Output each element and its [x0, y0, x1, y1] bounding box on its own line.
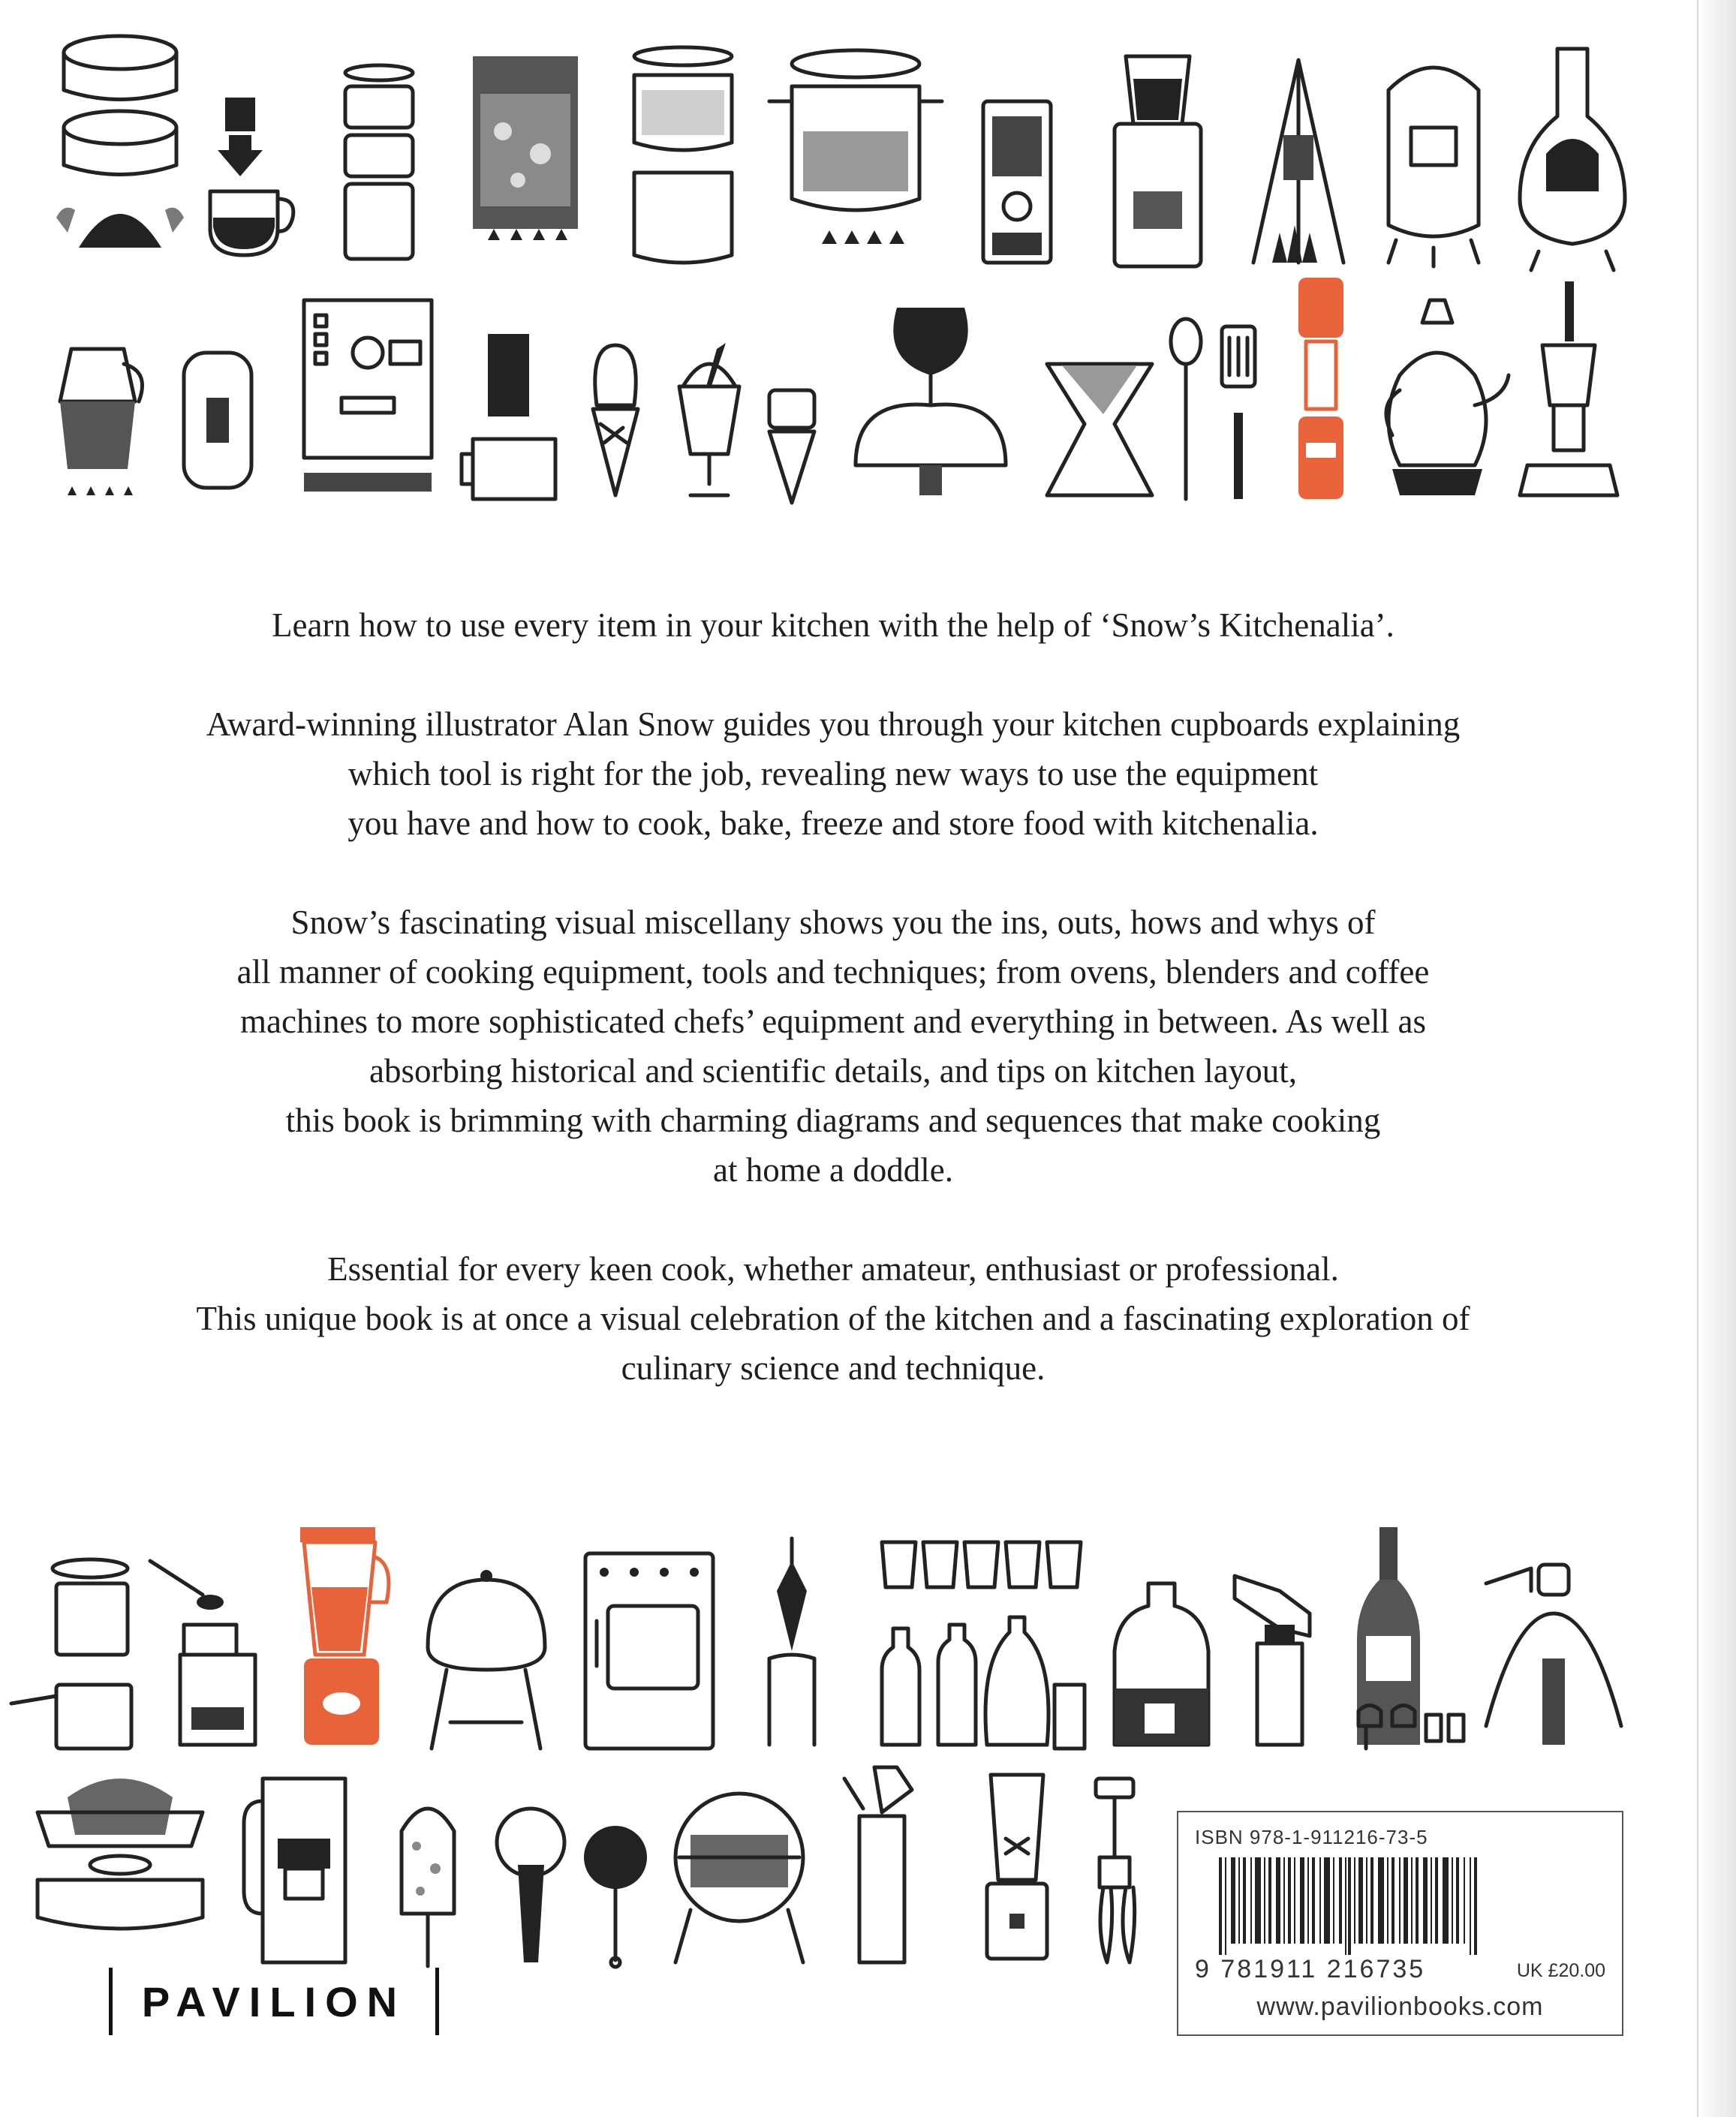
publisher-url: www.pavilionbooks.com [1256, 1992, 1544, 2021]
smoker-icon [1373, 45, 1494, 270]
kettle-grinder-icon [173, 345, 263, 495]
stacked-pots-icon [623, 45, 743, 270]
lever-espresso-icon [1512, 278, 1625, 503]
siphon-coffee-icon [841, 300, 1021, 503]
roasting-tray-icon [23, 1767, 218, 1940]
bundt-tin-icon [53, 30, 188, 263]
waiters-corkscrew-icon [747, 1531, 837, 1752]
blurb-paragraph-3 [98, 898, 1569, 1195]
blurb-line: Learn how to use every item in your kitchen with the help of ‘Snow’s Kitchenalia’. [272, 606, 1395, 644]
cork-stoppers-icon [1351, 1696, 1471, 1752]
hand-mixer-icon [1081, 1771, 1148, 1970]
blurb-line: which tool is right for the job, revealing new ways to use the equipment [348, 755, 1319, 792]
ice-cream-cone-icon [582, 338, 649, 503]
top-illustrations-row-2 [0, 270, 1736, 510]
blurb-paragraph-1 [98, 600, 1569, 650]
blurb-line: Snow’s fascinating visual miscellany shows you the ins, outs, hows and whys of [290, 904, 1376, 941]
blurb-line: culinary science and technique. [621, 1349, 1046, 1387]
ice-lolly-icon [394, 1801, 462, 1970]
instant-coffee-icon [203, 94, 300, 259]
food-processor-icon [976, 1767, 1058, 1966]
steam-oven-icon [458, 49, 593, 266]
water-jug-icon [1107, 1576, 1216, 1752]
blurb-line: this book is brimming with charming diagrams and sequences that make cooking [285, 1102, 1381, 1139]
oven-range-icon [578, 1546, 721, 1752]
cocktail-strainer-icon [488, 1805, 574, 1970]
blurb-paragraph-4 [98, 1244, 1569, 1393]
ornate-teapot-icon [1370, 293, 1512, 503]
stockpot-on-hob-icon [762, 41, 949, 266]
bottom-illustrations-row-1 [0, 1516, 1736, 1756]
isbn-label: ISBN 978-1-911216-73-5 [1195, 1826, 1428, 1848]
corkscrew-icon [1479, 1561, 1629, 1752]
blurb-line: all manner of cooking equipment, tools and techniques; from ovens, blenders and coffee [236, 953, 1430, 991]
blowtorch-icon [1227, 1561, 1325, 1752]
water-filter-jug-icon [240, 1771, 360, 1970]
weighing-scale-icon [146, 1557, 270, 1752]
cold-brew-tower-icon [1291, 274, 1351, 507]
tiered-steamer-icon [334, 64, 424, 266]
blurb-line: you have and how to cook, bake, freeze and store food with kitchenalia. [348, 804, 1319, 842]
blurb-line: Award-winning illustrator Alan Snow guides you through your kitchen cupboards explaining [206, 705, 1461, 743]
chemex-icon [1039, 356, 1160, 503]
coffee-grinder-icon [1107, 49, 1208, 274]
spoon-icon [1167, 315, 1205, 503]
publisher-logo: PAVILION [109, 1968, 439, 2035]
sieve-icon [578, 1820, 653, 1970]
sundae-glass-icon [672, 341, 747, 503]
ice-cream-scoop-icon [762, 386, 822, 507]
chiminea-icon [1509, 41, 1636, 274]
barcode-number: 9 781911 216735 [1195, 1955, 1426, 1983]
blurb-line: at home a doddle. [713, 1151, 953, 1189]
blurb-paragraph-2 [98, 699, 1569, 848]
glasses-and-bottles-icon [874, 1535, 1092, 1752]
tripod-pot-icon [1246, 53, 1351, 270]
blurb-line: absorbing historical and scientific details, and tips on kitchen layout, [369, 1052, 1297, 1090]
pot-and-saucepan-icon [8, 1546, 135, 1752]
barcode-icon [1219, 1857, 1482, 1955]
blurb-line: This unique book is at once a visual celebration of the kitchen and a fascinating exploration of [196, 1300, 1470, 1337]
price-label: UK £20.00 [1516, 1960, 1605, 1981]
blender-icon [285, 1520, 398, 1752]
moka-pot-icon [41, 341, 154, 499]
espresso-machine-icon [296, 293, 439, 503]
blurb-line: Essential for every keen cook, whether amateur, enthusiast or professional. [327, 1250, 1339, 1288]
spatula-icon [1216, 323, 1261, 503]
kettle-bbq-icon [420, 1565, 552, 1752]
top-illustrations-row-1 [0, 23, 1736, 263]
rotisserie-icon [668, 1775, 811, 1970]
coffee-roaster-icon [976, 94, 1058, 270]
barcode-box [1177, 1811, 1623, 2036]
back-cover-blurb [98, 600, 1569, 1442]
soda-siphon-icon [837, 1764, 919, 1970]
blurb-line: machines to more sophisticated chefs’ equipment and everything in between. As well as [240, 1003, 1426, 1040]
aeropress-icon [458, 326, 570, 507]
